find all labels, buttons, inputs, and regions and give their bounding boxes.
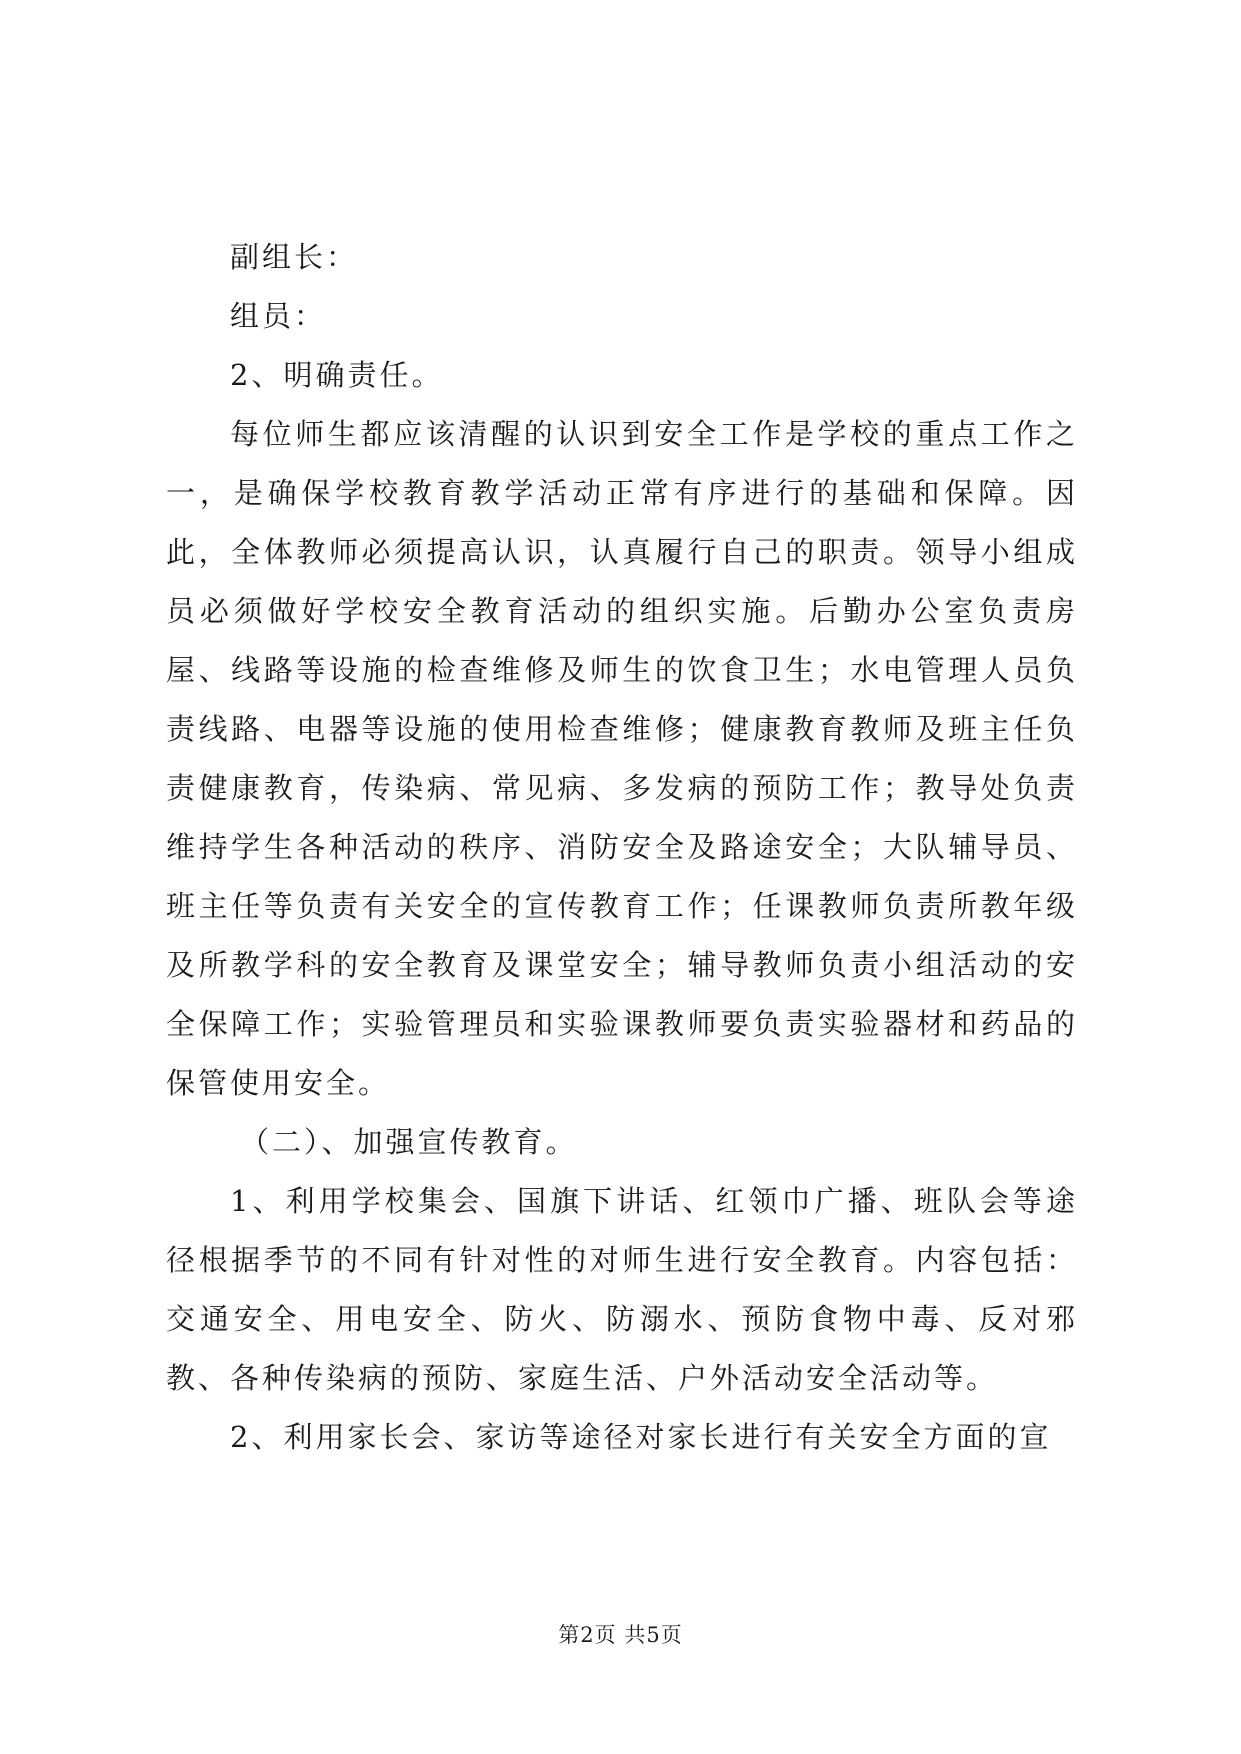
paragraph-publicity-item-2: 2、利用家长会、家访等途径对家长进行有关安全方面的宣 <box>230 1420 1052 1454</box>
paragraph-heading-publicity: （二）、加强宣传教育。 <box>240 1125 578 1159</box>
paragraph-members: 组员： <box>230 299 327 333</box>
paragraph-responsibility-body: 每位师生都应该清醒的认识到安全工作是学校的重点工作之一，是确保学校教育教学活动正常有序进行的基础和保障。因此，全体教师必须提高认识，认真履行自己的职责。领导小组成员必须做好学校安全教育活动的组织实施。后勤办公室负责房屋、线路等设施的检查维修及师生的饮食卫生；水电管理人员负责线路、电器等设施的使用检查维修；健康教育教师及班主任负责健康教育，传染病、常见病、多发病的预防工作；教导处负责维持学生各种活动的秩序、消防安全及路途安全；大队辅导员、班主任等负责有关安全的宣传教育工作；任课教师负责所教年级及所教学科的安全教育及课堂安全；辅导教师负责小组活动的安全保障工作；实验管理员和实验课教师要负责实验器材和药品的保管使用安全。 <box>166 417 1078 1100</box>
document-body <box>166 228 1078 1467</box>
paragraph-vice-leader: 副组长： <box>230 240 359 274</box>
page-number-footer: 第2页 共5页 <box>558 1623 683 1647</box>
paragraph-publicity-item-1: 1、利用学校集会、国旗下讲话、红领巾广播、班队会等途径根据季节的不同有针对性的对师生进行安全教育。内容包括：交通安全、用电安全、防火、防溺水、预防食物中毒、反对邪教、各种传染病的预防、家庭生活、户外活动安全活动等。 <box>166 1184 1078 1395</box>
paragraph-heading-responsibility: 2、明确责任。 <box>230 358 444 392</box>
